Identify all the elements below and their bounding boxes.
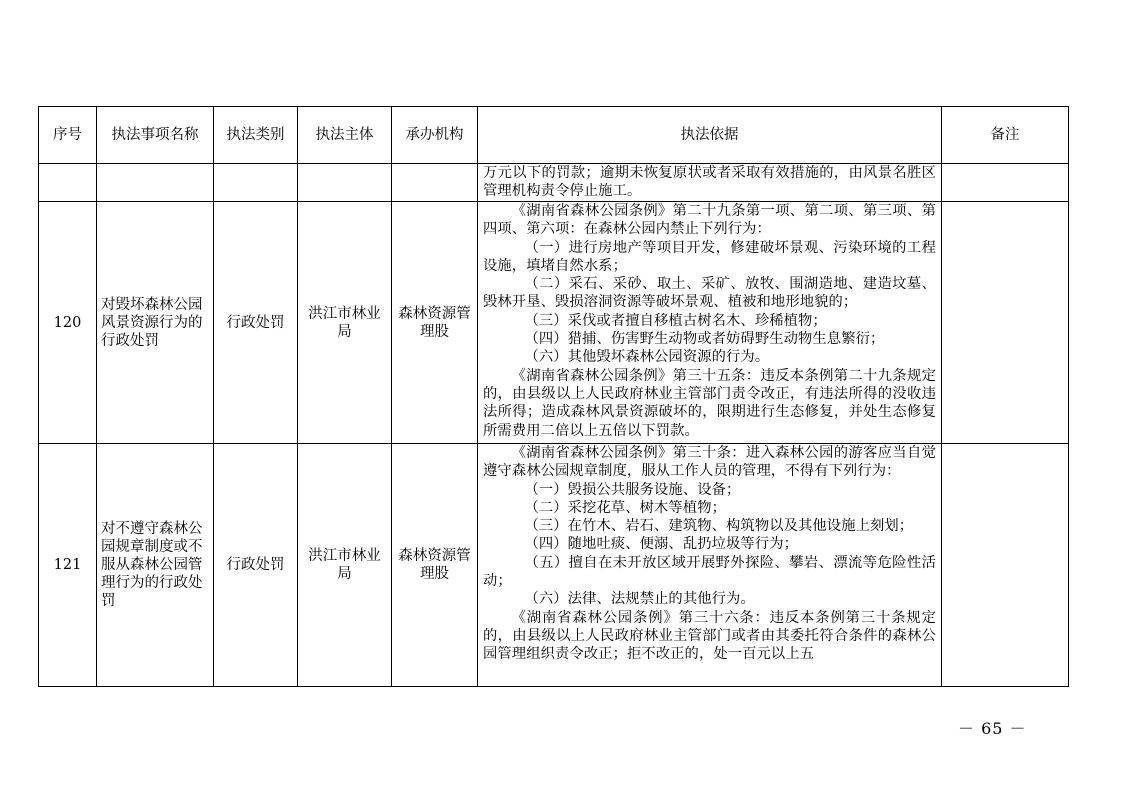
header-basis: 执法依据 [478, 107, 942, 164]
header-row [39, 107, 1069, 164]
cell-item-name [97, 164, 214, 202]
table-row [39, 444, 1069, 687]
subject-text: 洪江市林业局 [308, 305, 381, 340]
basis-line: 《湖南省森林公园条例》第三十五条：违反本条例第二十九条规定的，由县级以上人民政府林业主管部门责令改正，有违法所得的没收违法所得；造成森林风景资源破坏的，限期进行生态修复，并处生态修复所需费用二倍以上五倍以下罚款。 [483, 367, 936, 439]
cell-category [214, 164, 298, 202]
enforcement-table [38, 106, 1069, 687]
basis-line: （三）在竹木、岩石、建筑物、构筑物以及其他设施上刻划； [524, 518, 914, 535]
basis-line: （三）采伐或者擅自移植古树名木、珍稀植物； [524, 312, 827, 329]
header-category: 执法类别 [214, 107, 298, 164]
cell-item-name: 对不遵守森林公园规章制度或不服从森林公园管理行为的行政处罚 [97, 444, 214, 687]
basis-line: （二）采石、采砂、取土、采矿、放牧、围湖造地、建造坟墓、毁林开垦、毁损溶洞资源等破坏景观、植被和地形地貌的； [483, 276, 936, 311]
basis-line: （一）进行房地产等项目开发，修建破坏景观、污染环境的工程设施，填堵自然水系； [483, 239, 936, 274]
cell-subject [298, 164, 392, 202]
agency-text: 森林资源管理股 [398, 548, 471, 582]
cell-subject [298, 444, 392, 687]
cell-basis [478, 164, 942, 202]
cell-remark [942, 202, 1069, 444]
cell-category: 行政处罚 [214, 202, 298, 444]
table-row [39, 202, 1069, 444]
cell-index: 120 [39, 202, 97, 444]
header-remark: 备注 [942, 107, 1069, 164]
basis-line: （四）随地吐痰、便溺、乱扔垃圾等行为； [524, 536, 799, 553]
basis-line: 《湖南省森林公园条例》第三十条：进入森林公园的游客应当自觉遵守森林公园规章制度，服从工作人员的管理，不得有下列行为： [483, 445, 936, 480]
cell-category: 行政处罚 [214, 444, 298, 687]
cell-index [39, 164, 97, 202]
cell-agency [392, 444, 478, 687]
header-item-name: 执法事项名称 [97, 107, 214, 164]
basis-line: （六）其他毁坏森林公园资源的行为。 [524, 349, 770, 366]
cell-item-name: 对毁坏森林公园风景资源行为的行政处罚 [97, 202, 214, 444]
basis-line: 《湖南省森林公园条例》第三十六条：违反本条例第三十条规定的，由县级以上人民政府林业主管部门或者由其委托符合条件的森林公园管理组织责令改正；拒不改正的，处一百元以上五 [483, 609, 936, 663]
page-number: － 65 － [958, 719, 1027, 738]
cell-agency [392, 164, 478, 202]
basis-line: （四）猎捕、伤害野生动物或者妨碍野生动物生息繁衍； [524, 331, 885, 348]
cell-remark [942, 444, 1069, 687]
header-subject: 执法主体 [298, 107, 392, 164]
table-row-continuation [39, 164, 1069, 202]
cell-remark [942, 164, 1069, 202]
basis-line: （六）法律、法规禁止的其他行为。 [524, 591, 755, 608]
basis-line: （五）擅自在未开放区域开展野外探险、攀岩、漂流等危险性活动； [483, 554, 936, 590]
basis-line: （二）采挖花草、树木等植物； [524, 499, 727, 516]
cell-agency [392, 202, 478, 444]
header-index: 序号 [39, 107, 97, 164]
cell-index: 121 [39, 444, 97, 687]
agency-text: 森林资源管理股 [398, 305, 471, 340]
subject-text: 洪江市林业局 [308, 548, 381, 582]
header-agency: 承办机构 [392, 107, 478, 164]
cell-basis [478, 202, 942, 444]
cell-subject [298, 202, 392, 444]
basis-line: （一）毁损公共服务设施、设备； [524, 481, 741, 498]
basis-line: 《湖南省森林公园条例》第二十九条第一项、第二项、第三项、第四项、第六项：在森林公园内禁止下列行为： [483, 203, 936, 238]
cell-basis [478, 444, 942, 687]
basis-line: 万元以下的罚款；逾期未恢复原状或者采取有效措施的，由风景名胜区管理机构责令停止施工。 [483, 165, 936, 200]
